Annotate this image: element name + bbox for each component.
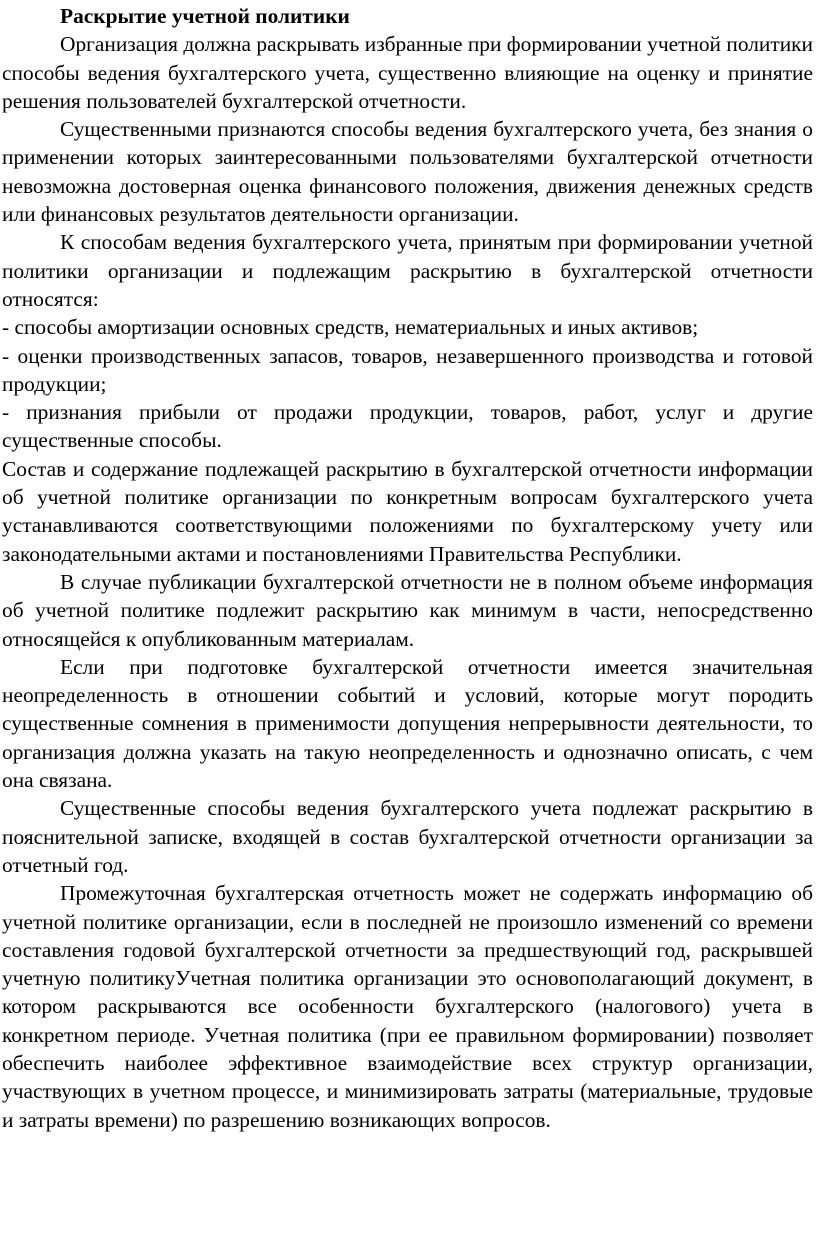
list-item-inventory-valuation: - оценки производственных запасов, товаров, незавершенного производства и готовой продукции; bbox=[2, 343, 813, 396]
paragraph-explanatory-note: Существенные способы ведения бухгалтерского учета подлежат раскрытию в пояснительной записке, входящей в состав бухгалтерской отчетности организации за отчетный год. bbox=[2, 796, 813, 877]
paragraph-methods-list-intro: К способам ведения бухгалтерского учета, принятым при формировании учетной политики организации и подлежащим раскрытию в бухгалтерской отчетности относятся: bbox=[2, 230, 813, 311]
list-item-profit-recognition: - признания прибыли от продажи продукции, товаров, работ, услуг и другие существенные способы. bbox=[2, 400, 813, 453]
paragraph-going-concern: Если при подготовке бухгалтерской отчетности имеется значительная неопределенность в отношении событий и условий, которые могут породить существенные сомнения в применимости допущения непрерывности деятельности, то организация должна указать на такую неопределенность и однозначно описать, с чем она связана. bbox=[2, 654, 813, 793]
paragraph-interim-reporting: Промежуточная бухгалтерская отчетность может не содержать информацию об учетной политике организации, если в последней не произошло изменений со времени составления годовой бухгалтерской отчетности за предшествующий год, раскрывшей учетную политикуУчетная политика организации это основополагающий документ, в котором раскрываются все особенности бухгалтерского (налогового) учета в конкретном периоде. Учетная политика (при ее правильном формировании) позволяет обеспечить наиболее эффективное взаимодействие всех структур организации, участвующих в учетном процессе, и минимизировать затраты (материальные, трудовые и затраты времени) по разрешению возникающих вопросов. bbox=[2, 881, 813, 1132]
paragraph-disclosure-requirement: Организация должна раскрывать избранные при формировании учетной политики способы ведения бухгалтерского учета, существенно влияющие на оценку и принятие решения пользователей бухгалтерской отчетности. bbox=[2, 32, 813, 113]
list-item-depreciation: - способы амортизации основных средств, нематериальных и иных активов; bbox=[2, 315, 699, 340]
document-body bbox=[2, 30, 813, 1134]
paragraph-material-methods: Существенными признаются способы ведения бухгалтерского учета, без знания о применении которых заинтересованными пользователями бухгалтерской отчетности невозможна достоверная оценка финансового положения, движения денежных средств или финансовых результатов деятельности организации. bbox=[2, 117, 813, 227]
paragraph-partial-publication: В случае публикации бухгалтерской отчетности не в полном объеме информация об учетной политике подлежит раскрытию как минимум в части, непосредственно относящейся к опубликованным материалам. bbox=[2, 569, 813, 651]
paragraph-composition-content: Состав и содержание подлежащей раскрытию в бухгалтерской отчетности информации об учетной политике организации по конкретным вопросам бухгалтерского учета устанавливаются соответствующими положениями по бухгалтерскому учету или законодательными актами и постановлениями Правительства Республики. bbox=[2, 456, 813, 566]
document-title: Раскрытие учетной политики bbox=[60, 4, 350, 28]
